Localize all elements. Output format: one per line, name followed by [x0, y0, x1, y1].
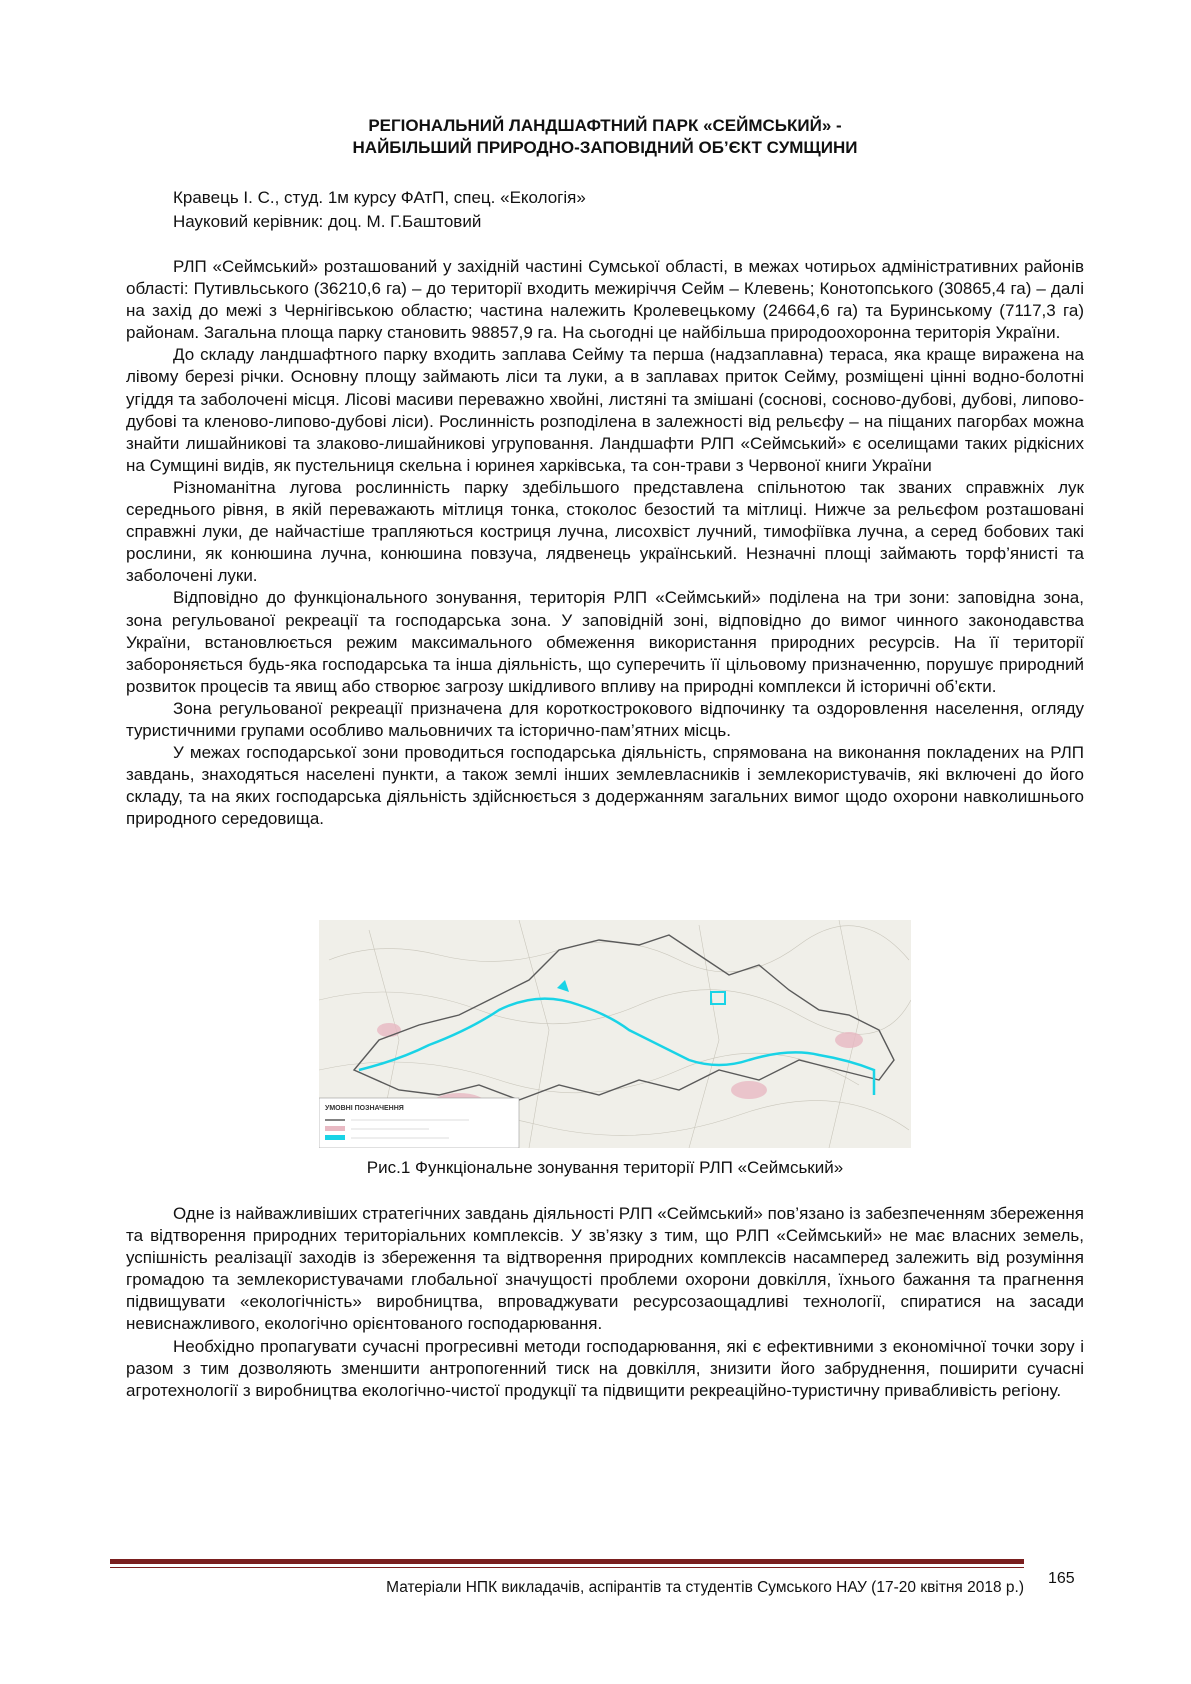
authors-block — [173, 186, 586, 234]
footer-rule — [110, 1559, 1024, 1564]
paragraph: Різноманітна лугова рослинність парку здебільшого представлена спільнотою так званих справжніх лук середнього рівня, в якій переважають мітлиця тонка, стоколос безостий та мітлиці. Нижче за рельєфом розташовані справжні луки, де найчастіше трапляються костриця лучна, лисохвіст лучний, тимофіївка лучна, а серед бобових такі рослини, як конюшина лучна, конюшина повзуча, лядвенець український. Незначні площі займають торф’янисті та заболочені луки. — [126, 477, 1084, 586]
body-text-block-1 — [126, 256, 1084, 830]
paragraph: Одне із найважливіших стратегічних завдань діяльності РЛП «Сеймський» пов’язано із забезпеченням збереження та відтворення природних територіальних комплексів. У зв’язку з тим, що РЛП «Сеймський» не має власних земель, успішність реалізації заходів із збереження та відтворення природних комплексів насамперед залежить від розуміння громадою та землекористувачами глобальної значущості проблеми охорони довкілля, їхнього бажання та прагнення підвищувати «екологічність» виробництва, впроваджувати ресурсозаощадливі технології, спиратися на засади невиснажливого, екологічно орієнтованого господарювання. — [126, 1204, 1084, 1334]
supervisor-line: Науковий керівник: доц. М. Г.Баштовий — [173, 212, 482, 231]
footer-text: Матеріали НПК викладачів, аспірантів та студентів Сумського НАУ (17-20 квітня 2018 р.) — [386, 1579, 1024, 1596]
paragraph: Зона регульованої рекреації призначена для короткострокового відпочинку та оздоровлення населення, огляду туристичними групами особливо мальовничих та історично-пам’ятних місць. — [126, 698, 1084, 740]
paragraph: У межах господарської зони проводиться господарська діяльність, спрямована на виконання покладених на РЛП завдань, знаходяться населені пункти, а також землі інших землевласників і землекористувачів, які включені до його складу, та на яких господарська діяльність здійснюється з додержанням загальних вимог щодо охорони навколишнього природного середовища. — [126, 743, 1084, 829]
footer-rule-thin — [110, 1567, 1024, 1568]
author-line: Кравець І. С., студ. 1м курсу ФАтП, спец. «Екологія» — [173, 188, 586, 207]
zoning-map — [319, 920, 911, 1148]
paragraph: Необхідно пропагувати сучасні прогресивні методи господарювання, які є ефективними з економічної точки зору і разом з тим дозволяють зменшити антропогенний тиск на довкілля, знизити його забруднення, поширити сучасні агротехнології з виробництва екологічно-чистої продукції та підвищити рекреаційно-туристичну привабливість регіону. — [126, 1336, 1084, 1400]
paragraph: Відповідно до функціонального зонування, територія РЛП «Сеймський» поділена на три зони: заповідна зона, зона регульованої рекреації та господарська зона. У заповідній зоні, відповідно до вимог чинного законодавства України, встановлюється режим максимального обмеження використання природних ресурсів. На її території забороняється будь-яка господарська та інша діяльність, що суперечить її цільовому призначенню, порушує природний розвиток процесів та явищ або створює загрозу шкідливого впливу на природні комплекси й історичні об’єкти. — [126, 588, 1084, 696]
figure-caption: Рис.1 Функціональне зонування території РЛП «Сеймський» — [366, 1158, 844, 1177]
paragraph: РЛП «Сеймський» розташований у західній частині Сумської області, в межах чотирьох адміністративних районів області: Путивльського (36210,6 га) – до території входить межиріччя Сейм – Клевень; Конотопського (30865,4 га) – далі на захід до межі з Чернігівською областю; частина належить Кролевецькому (24664,6 га) та Буринському (7117,3 га) районам. Загальна площа парку становить 98857,9 га. На сьогодні це найбільша природоохоронна територія України. — [126, 257, 1084, 343]
body-text-block-2 — [126, 1203, 1084, 1402]
title-line-1: РЕГІОНАЛЬНИЙ ЛАНДШАФТНИЙ ПАРК «СЕЙМСЬКИЙ» - — [368, 116, 842, 135]
paper-title — [160, 115, 1050, 159]
paragraph: До складу ландшафтного парку входить заплава Сейму та перша (надзаплавна) тераса, яка краще виражена на лівому березі річки. Основну площу займають ліси та луки, а в заплавах приток Сейму, розміщені цінні водно-болотні угіддя та заболочені місця. Лісові масиви переважно хвойні, листяні та змішані (соснові, сосново-дубові, дубові, липово-дубові та кленово-липово-дубові ліси). Рослинність розподілена в залежності від рельєфу – на піщаних пагорбах можна знайти лишайникові та злаково-лишайникові угруповання. Ландшафти РЛП «Сеймський» є оселищами таких рідкісних на Сумщині видів, як пустельниця скельна і юринея харківська, та сон-трави з Червоної книги України — [126, 345, 1084, 475]
legend-settlement-swatch — [325, 1126, 345, 1131]
zoning-map-figure — [319, 920, 911, 1148]
map-legend-title: УМОВНІ ПОЗНАЧЕННЯ — [325, 1105, 404, 1112]
legend-zone-swatch — [325, 1135, 345, 1140]
page-number: 165 — [1048, 1570, 1075, 1587]
title-line-2: НАЙБІЛЬШИЙ ПРИРОДНО-ЗАПОВІДНИЙ ОБ’ЄКТ СУМЩИНИ — [352, 138, 858, 157]
